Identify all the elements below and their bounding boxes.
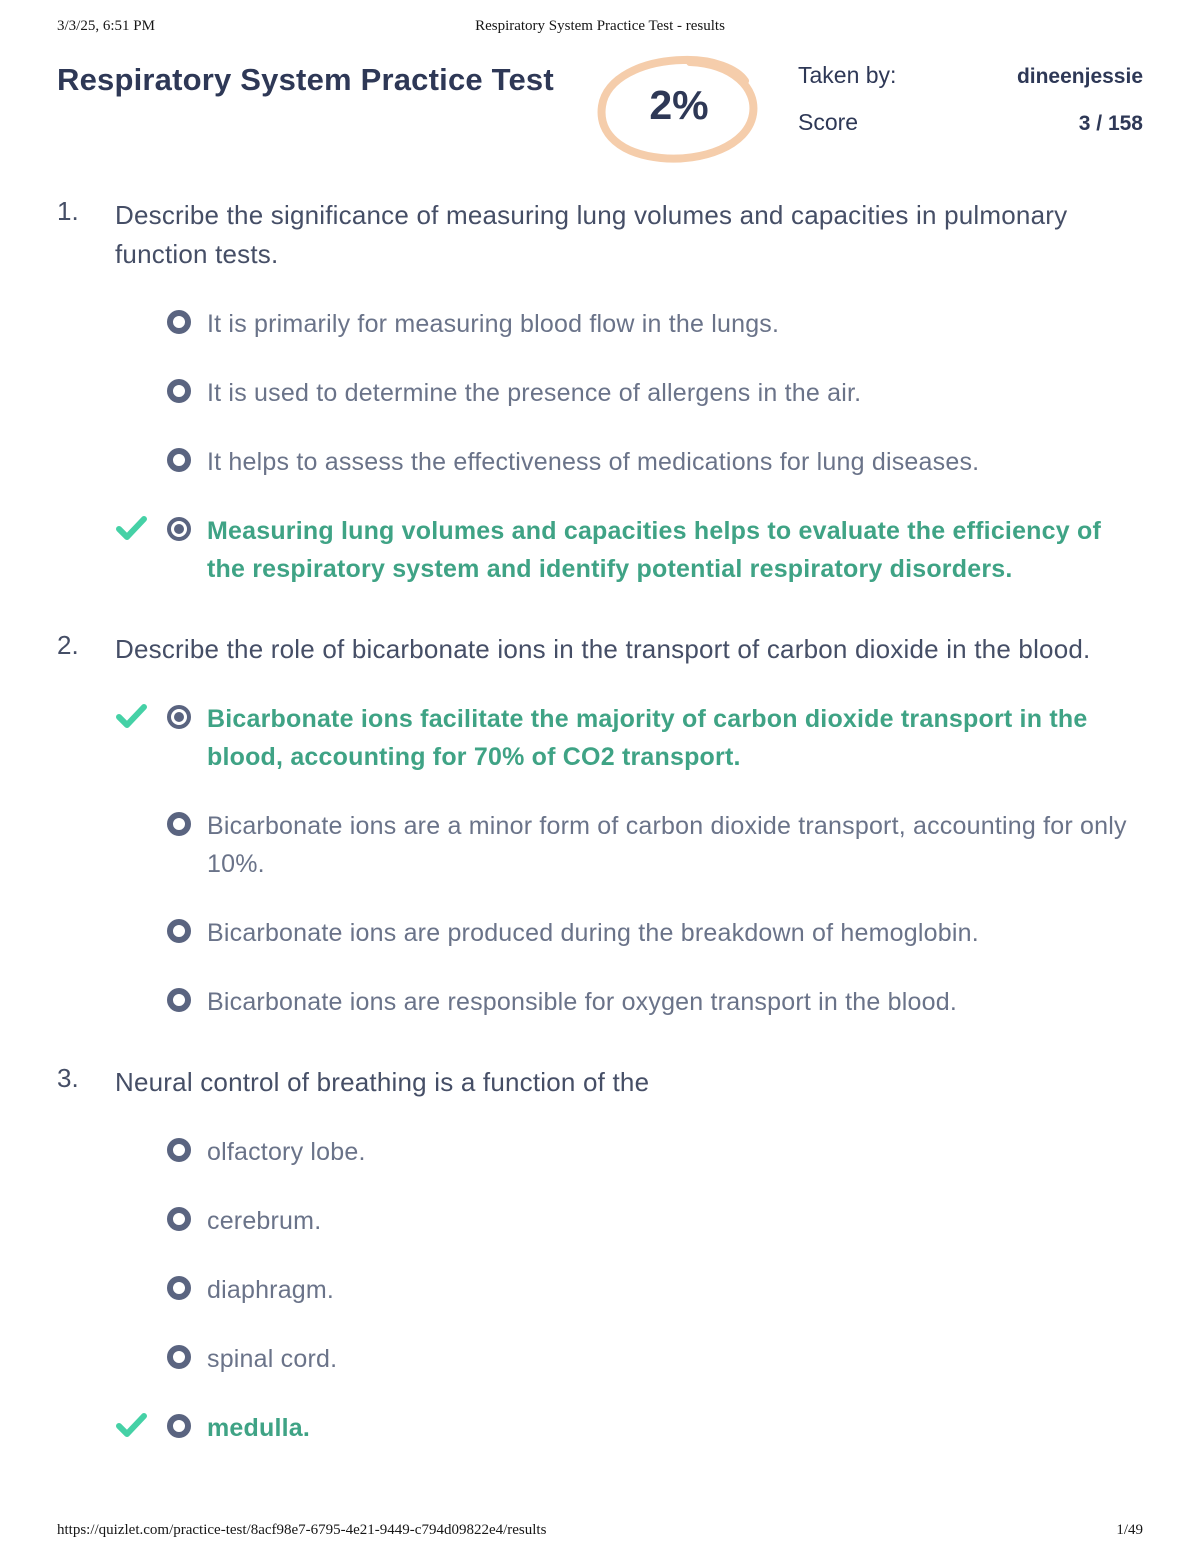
answer-option — [115, 1340, 1143, 1378]
score-badge — [590, 48, 768, 170]
answer-option — [115, 1202, 1143, 1240]
option-text: It is primarily for measuring blood flow in the lungs. — [207, 310, 780, 338]
score-value: 3 / 158 — [1078, 112, 1143, 135]
question-body — [115, 196, 1143, 588]
question-text: Describe the role of bicarbonate ions in the transport of carbon dioxide in the blood. — [115, 634, 1091, 664]
answer-option — [115, 374, 1143, 412]
option-text: Bicarbonate ions are responsible for oxygen transport in the blood. — [207, 988, 957, 1016]
taken-by-row — [798, 62, 1143, 89]
check-slot — [115, 1133, 167, 1136]
radio-icon — [167, 448, 191, 472]
page-title: Respiratory System Practice Test — [57, 62, 554, 97]
answer-option — [115, 983, 1143, 1021]
check-icon — [115, 703, 148, 730]
taken-by-label: Taken by: — [798, 62, 897, 88]
option-text: Bicarbonate ions are produced during the breakdown of hemoglobin. — [207, 919, 979, 947]
question-list — [57, 196, 1143, 1447]
check-slot — [115, 914, 167, 917]
test-stats — [798, 58, 1143, 156]
options — [115, 305, 1143, 588]
question-number: 1. — [57, 196, 79, 226]
option-text-correct: medulla. — [207, 1414, 311, 1442]
score-row — [798, 109, 1143, 136]
question-body — [115, 630, 1143, 1021]
answer-option — [115, 914, 1143, 952]
option-text-correct: Measuring lung volumes and capacities helps to evaluate the efficiency of the respiratory system and identify potential respiratory disorders. — [207, 517, 1102, 583]
radio-icon — [167, 1207, 191, 1231]
options — [115, 1133, 1143, 1447]
option-text: It helps to assess the effectiveness of medications for lung diseases. — [207, 448, 980, 476]
radio-icon — [167, 1414, 191, 1438]
check-slot — [115, 700, 167, 730]
check-slot — [115, 443, 167, 446]
check-slot — [115, 807, 167, 810]
check-slot — [115, 374, 167, 377]
answer-option — [115, 1133, 1143, 1171]
print-document-title: Respiratory System Practice Test - results — [475, 18, 725, 34]
test-header — [57, 58, 1143, 170]
print-datetime: 3/3/25, 6:51 PM — [57, 18, 155, 34]
check-slot — [115, 512, 167, 542]
taken-by-value: dineenjessie — [1016, 65, 1143, 88]
question-3 — [57, 1063, 1143, 1447]
radio-icon — [167, 1345, 191, 1369]
answer-option — [115, 807, 1143, 883]
score-percent: 2% — [649, 82, 709, 128]
print-footer — [57, 1522, 1143, 1539]
question-body — [115, 1063, 1143, 1447]
radio-icon — [167, 919, 191, 943]
question-2 — [57, 630, 1143, 1021]
option-text: olfactory lobe. — [207, 1138, 366, 1166]
answer-option — [115, 305, 1143, 343]
option-text: cerebrum. — [207, 1207, 322, 1235]
radio-icon — [167, 1138, 191, 1162]
option-text-correct: Bicarbonate ions facilitate the majority of carbon dioxide transport in the blood, accounting for 70% of CO2 transport. — [207, 705, 1088, 771]
answer-option — [115, 443, 1143, 481]
options — [115, 700, 1143, 1021]
question-number: 2. — [57, 630, 79, 660]
radio-icon — [167, 1276, 191, 1300]
answer-option-correct — [115, 512, 1143, 588]
answer-option-correct — [115, 1409, 1143, 1447]
question-text: Describe the significance of measuring lung volumes and capacities in pulmonary function tests. — [115, 200, 1068, 269]
option-text: diaphragm. — [207, 1276, 335, 1304]
option-text: spinal cord. — [207, 1345, 338, 1373]
check-slot — [115, 1202, 167, 1205]
print-footer-page-number: 1/49 — [1116, 1522, 1143, 1538]
check-slot — [115, 1271, 167, 1274]
check-slot — [115, 1340, 167, 1343]
option-text: Bicarbonate ions are a minor form of carbon dioxide transport, accounting for only 10%. — [207, 812, 1127, 878]
question-text: Neural control of breathing is a function of the — [115, 1067, 650, 1097]
print-header — [57, 16, 1143, 40]
check-slot — [115, 983, 167, 986]
radio-icon — [167, 988, 191, 1012]
check-icon — [115, 1412, 148, 1439]
answer-option-correct — [115, 700, 1143, 776]
option-text: It is used to determine the presence of allergens in the air. — [207, 379, 862, 407]
radio-selected-icon — [167, 517, 191, 541]
radio-icon — [167, 812, 191, 836]
score-label: Score — [798, 109, 859, 135]
radio-selected-icon — [167, 705, 191, 729]
check-slot — [115, 305, 167, 308]
answer-option — [115, 1271, 1143, 1309]
check-icon — [115, 515, 148, 542]
question-number: 3. — [57, 1063, 79, 1093]
print-footer-url: https://quizlet.com/practice-test/8acf98e7-6795-4e21-9449-c794d09822e4/results — [57, 1522, 547, 1538]
check-slot — [115, 1409, 167, 1439]
radio-icon — [167, 310, 191, 334]
radio-icon — [167, 379, 191, 403]
question-1 — [57, 196, 1143, 588]
